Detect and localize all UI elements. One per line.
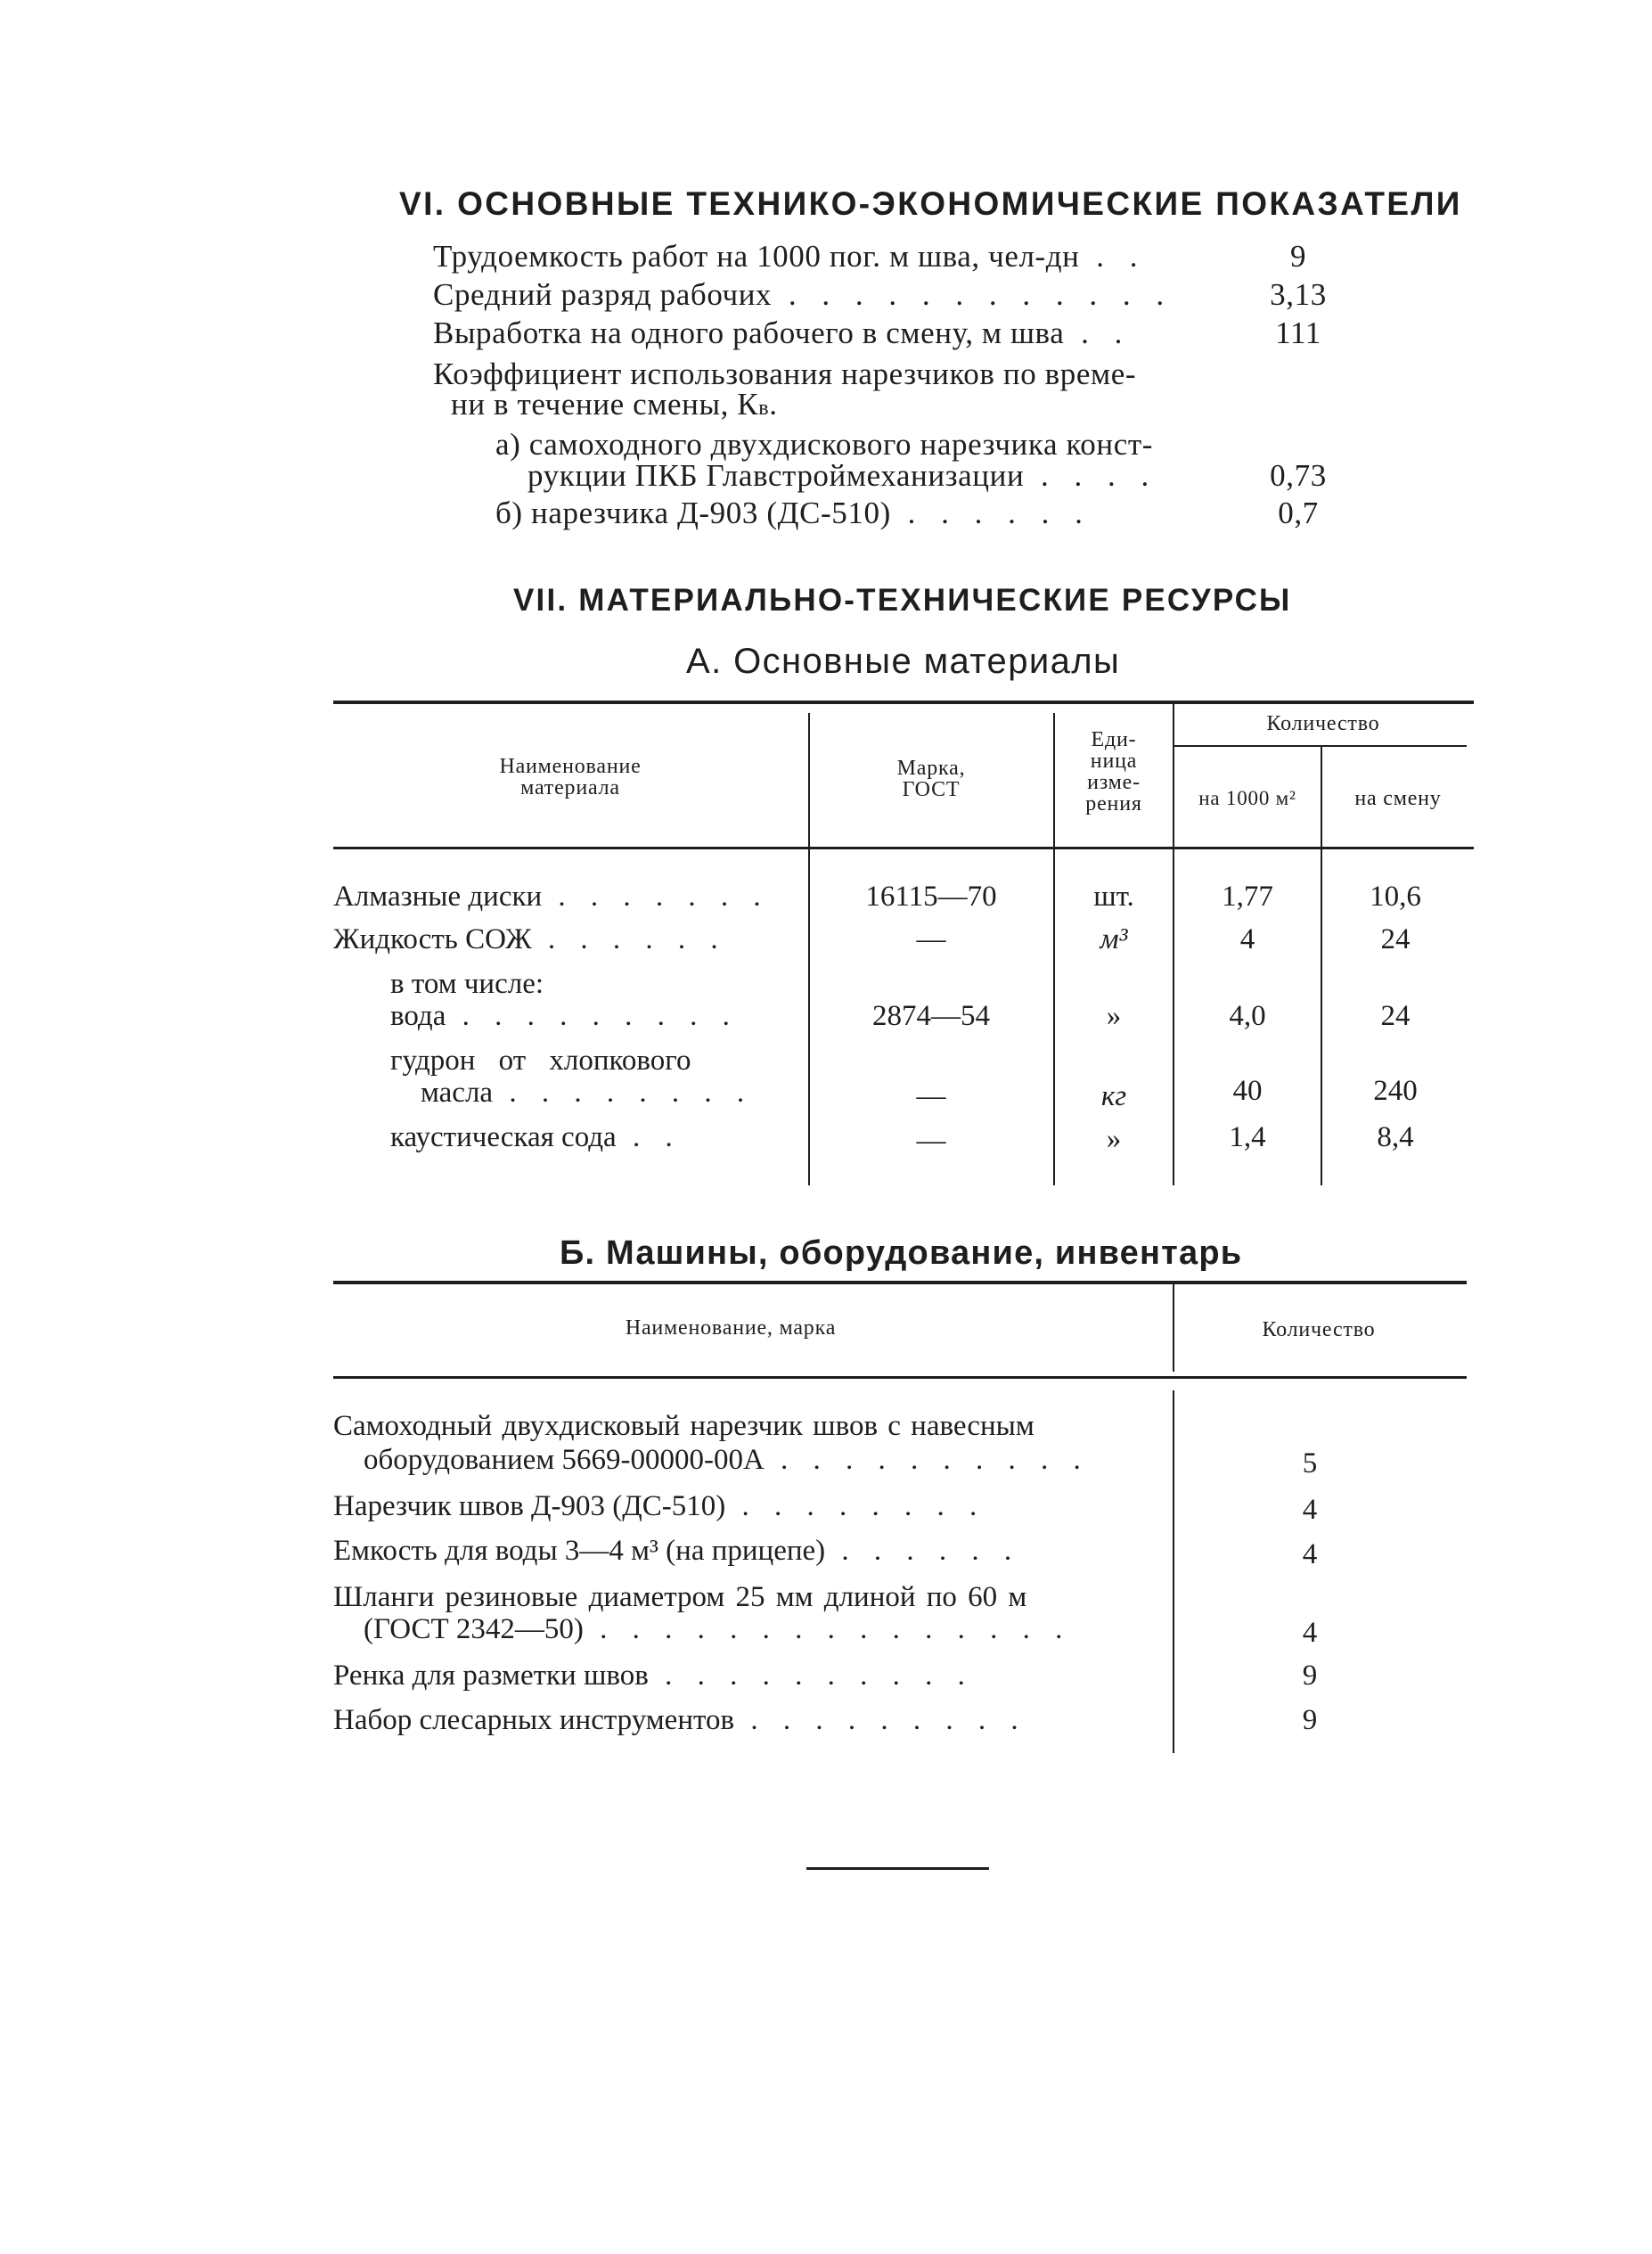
machines-col-divider bbox=[1173, 1390, 1174, 1753]
materials-row-pershift: 240 bbox=[1373, 1075, 1418, 1107]
materials-header-per1000: на 1000 м² bbox=[1198, 787, 1296, 809]
materials-row-pershift: 8,4 bbox=[1377, 1121, 1414, 1153]
materials-header-rule bbox=[333, 847, 1474, 849]
machines-row-name-line1: Шланги резиновые диаметром 25 мм длиной по 60 м bbox=[333, 1581, 1027, 1613]
materials-row-unit: » bbox=[1106, 1000, 1122, 1032]
materials-header-unit: Еди- ница изме- рения bbox=[1085, 728, 1142, 816]
materials-row-unit: кг bbox=[1100, 1080, 1127, 1112]
materials-col-divider bbox=[808, 713, 810, 1185]
materials-row-per1000: 1,4 bbox=[1229, 1121, 1266, 1153]
indicator-coef-a-line1: а) самоходного двухдискового нарезчика конст- bbox=[495, 427, 1153, 462]
materials-row-grade: 16115—70 bbox=[865, 881, 997, 913]
machines-header-name: Наименование, марка bbox=[625, 1316, 837, 1340]
indicator-coef-a-line2: рукции ПКБ Главстроймеханизации . . . . bbox=[527, 458, 1158, 493]
materials-row-name: вода . . . . . . . . . bbox=[390, 1000, 739, 1032]
materials-header-pershift: на смену bbox=[1354, 787, 1442, 810]
machines-top-rule bbox=[333, 1281, 1467, 1284]
indicator-output: Выработка на одного рабочего в смену, м шва . . bbox=[433, 316, 1132, 350]
end-divider bbox=[806, 1867, 989, 1870]
machines-row-qty: 4 bbox=[1302, 1538, 1318, 1570]
materials-row-name: каустическая сода . . bbox=[390, 1121, 682, 1153]
materials-row-grade: — bbox=[916, 1125, 946, 1157]
materials-header-qty: Количество bbox=[1266, 712, 1380, 735]
materials-top-rule bbox=[333, 701, 1474, 704]
indicator-label: Трудоемкость работ на 1000 пог. м шва, чел-дн bbox=[433, 239, 1080, 274]
machines-row-qty: 4 bbox=[1302, 1617, 1318, 1649]
materials-qty-rule bbox=[1173, 745, 1467, 747]
machines-header-rule bbox=[333, 1376, 1467, 1379]
indicator-coef-line1: Коэффициент использования нарезчиков по време- bbox=[433, 357, 1137, 391]
materials-row-unit: м³ bbox=[1100, 923, 1128, 955]
machines-title: Б. Машины, оборудование, инвентарь bbox=[560, 1234, 1243, 1272]
materials-row-per1000: 1,77 bbox=[1222, 881, 1273, 913]
indicator-label: Средний разряд рабочих bbox=[433, 277, 773, 312]
materials-row-name: масла . . . . . . . . bbox=[421, 1077, 754, 1109]
materials-header-grade: Марка, ГОСТ bbox=[896, 757, 966, 801]
materials-header-name: Наименование материала bbox=[499, 755, 642, 799]
indicator-coef-b: б) нарезчика Д-903 (ДС-510) . . . . . . bbox=[495, 496, 1092, 530]
machines-row-name: Ренка для разметки швов . . . . . . . . . . bbox=[333, 1660, 974, 1692]
materials-row-grade: — bbox=[916, 923, 946, 955]
materials-title: А. Основные материалы bbox=[686, 642, 1121, 681]
machines-header-qty: Количество bbox=[1262, 1318, 1376, 1341]
materials-row-per1000: 40 bbox=[1232, 1075, 1263, 1107]
section-7-title: VII. МАТЕРИАЛЬНО-ТЕХНИЧЕСКИЕ РЕСУРСЫ bbox=[513, 583, 1292, 618]
indicator-label: Выработка на одного рабочего в смену, м шва bbox=[433, 316, 1065, 350]
machines-row-name-line1: Самоходный двухдисковый нарезчик швов с навесным bbox=[333, 1410, 1035, 1442]
materials-col-divider bbox=[1321, 747, 1322, 1185]
document-page: VI. ОСНОВНЫЕ ТЕХНИКО-ЭКОНОМИЧЕСКИЕ ПОКАЗАТЕЛИ Трудоемкость работ на 1000 пог. м шва, чел-дн . . 9 Средний разряд рабочих . . . . . . . . . . . . 3,13 Выработка на одного рабочего в смену, м шва . . 111 Коэффициент использования нарезчиков по време- ни в течение смены, Кв. а) самоходного двухдискового нарезчика конст- рукции ПКБ Главстроймеханизации . . . . 0,73 б) нарезчика Д-903 (ДС-510) . . . . . . 0,7 VII. МАТЕРИАЛЬНО-ТЕХНИЧЕСКИЕ РЕСУРСЫ А. Основные материалы Наименование материала Марка, ГОСТ Еди- ница изме- рения Количество на 1000 м² на смену Алмазные диски . . . . . . . 16115—70 шт. 1,77 10,6 Жидкость СОЖ . . . . . . — м³ 4 24 в том числе: вода . . . . . . . . . 2874—54 » 4,0 24 гудрон от хлопкового масла . . . . . . . . — кг 40 240 каустическая сода . . — » 1,4 8,4 Б. Машины, оборудование, инвентарь Наименование, марка Количество Самоходный двухдисковый нарезчик швов с навесным оборудованием 5669-00000-00А . . . . . . . . . . 5 Нарезчик швов Д-903 (ДС-510) . . . . . . . . 4 Емкость для воды 3—4 м³ (на прицепе) . . . . . . 4 Шланги резиновые диаметром 25 мм длиной по 60 м (ГОСТ 2342—50) . . . . . . . . . . . . . . . 4 Ренка для разметки швов . . . . . . . . . . 9 Набор слесарных инструментов . . . . . . . . . 9 bbox=[0, 0, 1652, 2254]
materials-row-pershift: 24 bbox=[1380, 923, 1411, 955]
materials-row-grade: 2874—54 bbox=[872, 1000, 990, 1032]
machines-row-name: оборудованием 5669-00000-00А . . . . . . . . . . bbox=[364, 1444, 1090, 1476]
section-6-title: VI. ОСНОВНЫЕ ТЕХНИКО-ЭКОНОМИЧЕСКИЕ ПОКАЗАТЕЛИ bbox=[399, 185, 1462, 222]
machines-row-name: Емкость для воды 3—4 м³ (на прицепе) . . . . . . bbox=[333, 1535, 1021, 1567]
materials-col-divider bbox=[1053, 713, 1055, 1185]
machines-row-qty: 4 bbox=[1302, 1494, 1318, 1526]
machines-row-qty: 9 bbox=[1302, 1704, 1318, 1736]
indicator-labor: Трудоемкость работ на 1000 пог. м шва, чел-дн . . bbox=[433, 239, 1147, 274]
materials-row-name-line1: гудрон от хлопкового bbox=[390, 1045, 691, 1077]
materials-row-name: Жидкость СОЖ . . . . . . bbox=[333, 923, 727, 955]
materials-row-unit: » bbox=[1106, 1123, 1122, 1155]
materials-col-divider bbox=[1173, 704, 1174, 1185]
indicator-coef-line2: ни в течение смены, Кв. bbox=[451, 387, 778, 422]
machines-col-divider bbox=[1173, 1284, 1174, 1372]
materials-row-unit: шт. bbox=[1093, 881, 1134, 913]
materials-row-per1000: 4,0 bbox=[1229, 1000, 1266, 1032]
machines-row-qty: 9 bbox=[1302, 1660, 1318, 1692]
machines-row-name: Нарезчик швов Д-903 (ДС-510) . . . . . . . . bbox=[333, 1490, 986, 1522]
indicator-grade: Средний разряд рабочих . . . . . . . . . . . . bbox=[433, 277, 1174, 312]
materials-row-pershift: 24 bbox=[1380, 1000, 1411, 1032]
materials-row-pershift: 10,6 bbox=[1370, 881, 1421, 913]
machines-row-name: Набор слесарных инструментов . . . . . . . . . bbox=[333, 1704, 1027, 1736]
materials-row-name: Алмазные диски . . . . . . . bbox=[333, 881, 770, 913]
materials-row-per1000: 4 bbox=[1239, 923, 1255, 955]
materials-row-subheading: в том числе: bbox=[390, 968, 544, 1000]
machines-row-name: (ГОСТ 2342—50) . . . . . . . . . . . . . . . bbox=[364, 1613, 1072, 1645]
machines-row-qty: 5 bbox=[1302, 1447, 1318, 1479]
materials-row-grade: — bbox=[916, 1080, 946, 1112]
